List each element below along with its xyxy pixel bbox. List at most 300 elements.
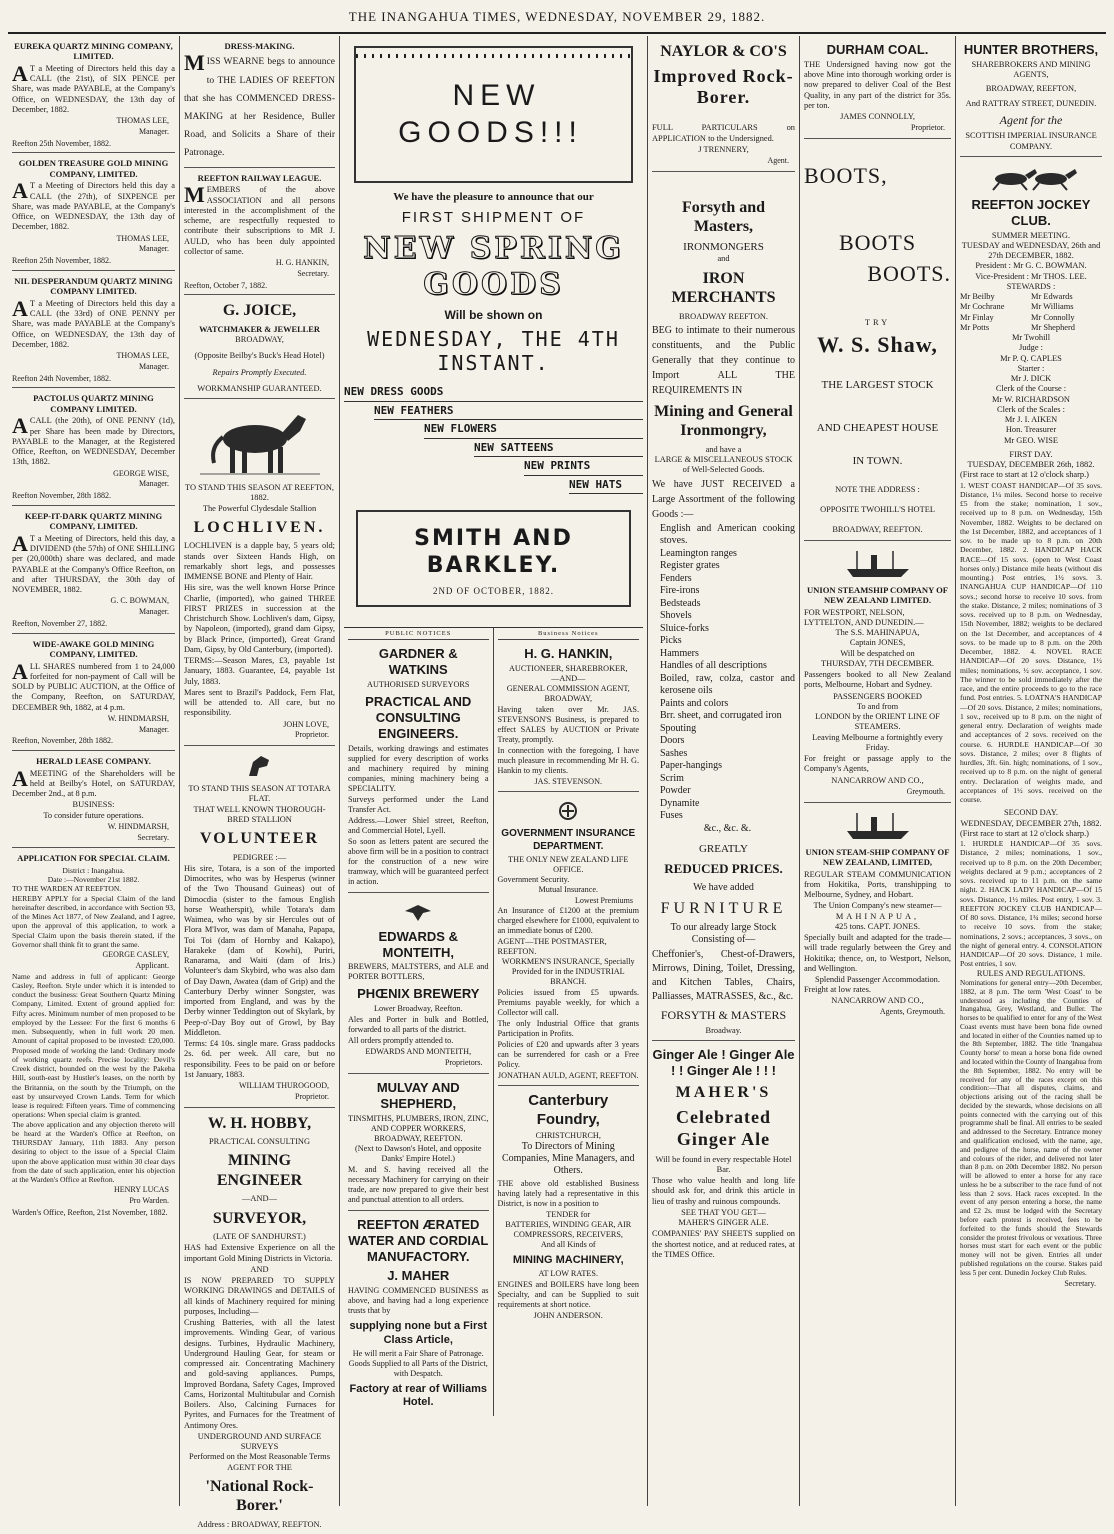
ad-role: Proprietors.: [444, 1058, 483, 1068]
ad-b3: BOOTS.: [867, 260, 951, 286]
ad-prac: PRACTICAL CONSULTING: [208, 1137, 311, 1147]
ad-prac: PRACTICAL AND CONSULTING ENGINEERS.: [365, 694, 472, 741]
ad-sig: WILLIAM THUROGOOD,: [238, 1081, 329, 1091]
ad-supply: supplying none but a First Class Article,: [349, 1320, 487, 1346]
ad-applicant-role: Applicant.: [135, 960, 169, 970]
ad-hon-n: Mr GEO. WISE: [1003, 435, 1059, 445]
ad-sig: NANCARROW AND CO.,: [831, 995, 924, 1005]
ad-volunteer: [184, 746, 335, 1108]
stewards-list: [960, 292, 1102, 333]
ad-mutual: Mutual Insurance.: [538, 884, 599, 894]
ad-terms: Terms: £4 10s. single mare. Grass paddocks 2s. 6d. per week. All care, but no responsibility. Fees to be paid on or before 1st January, 1883.: [184, 1039, 335, 1079]
ad-body: [12, 530, 175, 596]
ad-sec: Government Security.: [497, 874, 570, 884]
ad-guar: WORKMANSHIP GUARANTEED.: [197, 383, 322, 393]
ad-title: UNION STEAMSHIP COMPANY OF NEW ZEALAND LIMITED.: [806, 584, 949, 606]
ad-name: LOCHLIVEN.: [193, 518, 326, 536]
ad-items: BATTERIES, WINDING GEAR, AIR COMPRESSORS, RECEIVERS,: [505, 1219, 632, 1239]
ad-will: Will be despatched on: [840, 648, 915, 658]
ad-leave: Leaving Melbourne a fortnightly every Friday.: [812, 732, 943, 752]
ad-hon: Hon. Treasurer: [1005, 425, 1057, 435]
ad-golden: [12, 153, 175, 270]
ad-dressmaking: [184, 36, 335, 168]
ad-sig: W. HINDMARSH,: [107, 713, 169, 723]
ad-role: Proprietor.: [911, 123, 945, 133]
ad-addr: BROADWAY REEFTON.: [678, 311, 769, 321]
ad-text: T a Meeting of Directors, held this day, a DIVIDEND (the 57th) of ONE SHILLING per (20,000th) share was declared, and made PAYABLE at the Company's Office Reefton, on and after THURSDAY, the 30th day of NOVEMBER, 1882.: [12, 533, 175, 595]
steamship-icon: [843, 549, 913, 579]
ad-boots: [804, 139, 951, 541]
ad-sig: NANCARROW AND CO.,: [831, 775, 924, 785]
ad-spec: Specially built and adapted for the trade— will trade regularly between the Grey and Hokitika; thence, on, to Westport, Nelson, and Wellington.: [804, 933, 951, 973]
ad-london: LONDON by the ORIENT LINE OF STEAMERS.: [815, 712, 940, 732]
ad-role: Manager.: [139, 244, 169, 254]
ad-surv: SURVEYOR,: [212, 1209, 307, 1227]
drop-cap: A: [12, 658, 28, 684]
ad-title: UNION STEAM-SHIP COMPANY OF NEW ZEALAND, LIMITED,: [805, 846, 950, 868]
list-item: Powder: [660, 785, 691, 797]
ad-meet: SUMMER MEETING.: [991, 230, 1071, 240]
ad-sig: JAMES CONNOLLY,: [840, 112, 915, 122]
steward: Mr Cochrane: [960, 302, 1005, 312]
ad-and: —AND—: [242, 1194, 277, 1204]
ad-to: TO THE WARDEN AT REEFTON.: [12, 884, 122, 894]
ad-perf: Performed on the Most Reasonable Terms: [189, 1452, 330, 1462]
ad-title: NIL DESPERANDUM QUARTZ MINING COMPANY LIMITED.: [14, 275, 173, 297]
drop-cap: A: [12, 178, 28, 204]
ad-body: [184, 50, 335, 161]
ad-union-steamship-2: [804, 803, 951, 1022]
ad-body: [12, 178, 175, 232]
ad-name: REEFTON ÆRATED WATER AND CORDIAL MANUFACTORY.: [348, 1216, 489, 1264]
ad-and2: AND: [250, 1264, 269, 1274]
ad-gen: GENERAL COMMISSION AGENT,: [506, 684, 630, 694]
ad-judge-n: Mr P. Q. CAPLES: [1000, 353, 1062, 363]
ad-title: KEEP-IT-DARK QUARTZ MINING COMPANY, LIMITED.: [24, 510, 163, 532]
ad-furnlist: Cheffonier's, Chest-of-Drawers, Mirrows, Dining, Toilet, Dressing, and Kitchen Tables, Chairs, Palliasses, MATRASSES, &c., &c.: [652, 948, 795, 1002]
list-item: Doors: [660, 735, 685, 747]
list-item: &c., &c. &.: [703, 822, 752, 834]
list-item: Dynamite: [660, 797, 700, 809]
ad-body: AUCTIONEER, SHAREBROKER,: [509, 664, 628, 674]
ad-title: PACTOLUS QUARTZ MINING COMPANY LIMITED.: [33, 393, 154, 414]
ad-addr2: Broadway.: [705, 1026, 742, 1036]
steward: Mr Finlay: [960, 312, 994, 322]
ad-canterbury: [498, 1086, 640, 1325]
ad-hunter: [960, 36, 1102, 157]
ad-have: and have a: [705, 444, 742, 454]
ad-role: Manager.: [139, 361, 169, 371]
ad-start2: (First race to start at 12 o'clock sharp.): [960, 828, 1089, 838]
ad-edwards: [348, 893, 489, 1074]
goods-list: [652, 523, 795, 836]
ad-freight: Freight at low rates.: [804, 985, 871, 995]
ad-role: Agent.: [767, 156, 789, 166]
ad-cheap: AND CHEAPEST HOUSE: [816, 422, 939, 435]
ad-surveys: Surveys performed under the Land Transfer Act.: [348, 794, 489, 814]
ad-of: of Well-Selected Goods.: [682, 465, 765, 475]
ad-addr: BROADWAY,: [544, 694, 593, 704]
ad-title: APPLICATION FOR SPECIAL CLAIM.: [17, 853, 170, 864]
ad-try: TRY: [864, 317, 891, 327]
business-notices: [494, 628, 644, 1416]
ad-date: Reefton, October 7, 1882.: [184, 280, 268, 290]
ad-consider: To consider future operations.: [43, 810, 144, 820]
racing-horses-icon: [981, 165, 1081, 191]
list-item: Sluice-forks: [660, 622, 709, 634]
ad-prod: Celebrated Ginger Ale: [676, 1106, 771, 1149]
steward: Mr Shepherd: [1031, 322, 1075, 332]
ad-lochliven: [184, 399, 335, 746]
ad-to: To our already large Stock Consisting of—: [670, 922, 777, 946]
ad-title: DRESS-MAKING.: [224, 41, 295, 51]
ad-body: [184, 182, 335, 257]
ad-opp: (Opposite Beilby's Buck's Head Hotel): [194, 351, 325, 361]
ad-body: THE above old established Business having lately had a representative in this District, is now in a position to: [497, 1178, 639, 1208]
ad-name: H. G. HANKIN,: [524, 646, 613, 662]
ad-sig: W. HINDMARSH,: [107, 821, 169, 831]
ad-body: REGULAR STEAM COMMUNICATION from Hokitika, Ports, transhipping to Melbourne, Sydney, and Hobart.: [804, 869, 951, 900]
new-spring-goods: NEW SPRING GOODS: [363, 230, 624, 303]
drop-cap: M: [184, 50, 205, 76]
ad-text: T a Meeting of Directors held this day a CALL (the 21st), of SIX PENCE per Share, was made PAYABLE, at the Company's Office, on WEDNESDAY, the 13th day of December, 1882.: [12, 63, 175, 114]
list-item: Handles of all descriptions: [660, 660, 767, 672]
ad-terms: TERMS:—Season Mares, £3, payable 1st January, 1883. Guarantee, £4, payable 1st July, 1883.: [184, 656, 335, 686]
list-item: Fire-irons: [660, 585, 700, 597]
ad-body: His sire, Totara, is a son of the imported Dimocrites, who was by Hesperus (winner of the Two Thousand Guineas) out of Dimocdia (sister to the famous English horse Weatherspit), while Totara's dam Waimea, who was by sir Hercules out of Flora M'Ivor, was dam of Manaha, Papapa, Toi Toi (dam of Hornby and Kakapo), Harakeke (dam of Kowhi), Puriri, Ranarama, and Waiti (dam of Iris.) Volunteer's dam Skybird, who was also dam of Day Dawn, Awatea (dam of Grip) and the Canterbury Derby winner Songster, was imported from England, and was by the Derby winner Teddington out of Skylark, by Peep-o'-Day Boy out of Growl, by Bay Middleton.: [184, 863, 335, 1037]
ad-addr2: And RATTRAY STREET, DUNEDIN.: [965, 98, 1097, 108]
ad-twohill: Mr Twohill: [1011, 333, 1051, 343]
ad-ship: The S.S. MAHINAPUA,: [835, 628, 920, 638]
ad-desc: THAT WELL KNOWN THOROUGH-BRED STALLION: [193, 804, 326, 824]
ad-role: Manager.: [139, 479, 169, 489]
ad-body: Details, working drawings and estimates supplied for every description of works and machinery required by mining companies, mining machinery being a SPECIALITY.: [348, 743, 489, 793]
ad-pres: President : Mr G. C. BOWMAN.: [975, 261, 1087, 271]
ad-joice: [184, 295, 335, 399]
goods-steps: [344, 383, 643, 493]
ad-body: M. and S. having received all the necessary Machinery for carrying on their trade, are now prepared to give their best and punctual attention to all orders.: [348, 1164, 489, 1204]
ad-starter: Starter :: [1017, 363, 1045, 373]
ad-text: T a Meeting of Directors held this day a CALL (the 33rd) of ONE PENNY per Share, was made PAYABLE at the Company's Office, on WEDNESDAY, the 13th day of December, 1882.: [12, 298, 175, 349]
ad-insurance: [498, 792, 640, 1086]
ad-body2: His sire, was the well known Horse Prince Charlie, (imported), who gained THREE FIRST PRIZES in succession at the Christchurch Show. Lochliven's dam, Gipsy, by Napoleon, (imported), grand dam Gipsy, by Black Prince, (imported), Great Grand Dam, Gipsy, by Old Canterbury, (imported).: [184, 583, 335, 654]
ad-only: THE ONLY NEW ZEALAND LIFE OFFICE.: [508, 854, 629, 874]
ad-eng: ENGINES and BOILERS have long been Specialty, and can be Supplied to suit requirements at short notice.: [497, 1280, 639, 1310]
ad-head: DURHAM COAL.: [826, 42, 929, 57]
ad-title: EUREKA QUARTZ MINING COMPANY, LIMITED.: [14, 41, 173, 62]
ad-sig: HENRY LUCAS: [113, 1185, 169, 1195]
announce-lead: We have the pleasure to announce that our: [393, 191, 594, 204]
ad-prod: Improved Rock-Borer.: [653, 65, 794, 108]
ad-city: CHRISTCHURCH,: [535, 1131, 601, 1141]
ad-text: MEETING of the Shareholders will be held at Beilby's Hotel, on SATURDAY, December 2nd., at 8 p.m.: [12, 768, 175, 799]
ad-iron: IRONMONGERS: [683, 240, 764, 253]
ad-keep-it-dark: [12, 506, 175, 634]
public-notices: [344, 628, 494, 1416]
ad-mining: MINING MACHINERY,: [512, 1253, 624, 1266]
ad-pol2: Policies of £20 and upwards after 3 years can be surrendered for cash or a Free Policy.: [497, 1040, 639, 1070]
horse-head-icon: [245, 754, 275, 778]
list-item: Fuses: [660, 810, 683, 822]
ad-added: We have added: [693, 882, 754, 894]
ad-eureka: [12, 36, 175, 153]
ad-freight: For freight or passage apply to the Company's Agents,: [804, 754, 951, 774]
ad-shaw: W. S. Shaw,: [817, 331, 938, 357]
smith-date: 2ND OF OCTOBER, 1882.: [432, 585, 555, 596]
ad-title: REEFTON JOCKEY CLUB.: [971, 196, 1091, 228]
steward: Mr Beilby: [960, 292, 995, 302]
goods-step: NEW PRINTS: [524, 457, 643, 475]
new-goods-text: NEW GOODS!!!: [398, 79, 589, 149]
ad-starter-n: Mr J. DICK: [1010, 374, 1052, 384]
ad-those: Those who value health and long life should ask for, and drink this article in lieu of trashy and ruinous compounds.: [652, 1176, 795, 1206]
list-item: Fenders: [660, 572, 692, 584]
ad-addr: Lower Broadway, Reefton.: [373, 1004, 463, 1014]
ad-furn: FURNITURE: [660, 899, 787, 917]
ad-date: Reefton, November, 28th 1882.: [12, 736, 113, 746]
section-label: PUBLIC NOTICES: [348, 628, 489, 641]
goods-step: NEW FLOWERS: [424, 420, 643, 438]
section-label: Business Notices: [498, 628, 640, 641]
ad-special-claim: [12, 848, 175, 1221]
ad-body: HEREBY APPLY for a Special Claim of the land hereinafter described, in accordance with Section 93, of the Mines Act 1877, of New Zealand, and I agree, upon the approval of this application, to work a Special Claim upon the basis therein stated, if the Governor shall think fit to grant the same.: [12, 893, 175, 949]
ad-agent: Agent for the: [999, 112, 1063, 127]
ad-sig: JONATHAN AULD, AGENT, REEFTON.: [497, 1071, 639, 1081]
ad-b1: BOOTS,: [804, 163, 888, 189]
ad-to: To Directors of Mining Companies, Mine Managers, and Others.: [502, 1141, 635, 1177]
list-item: Brr. sheet, and corrugated iron: [660, 710, 782, 722]
ad-body: HAS had Extensive Experience on all the important Gold Mining Districts in Victoria.: [184, 1243, 335, 1263]
list-item: Hammers: [660, 647, 699, 659]
ad-start1: (First race to start at 12 o'clock sharp.): [960, 470, 1089, 480]
ad-name: EDWARDS & MONTEITH,: [378, 928, 458, 960]
ad-merch: IRON MERCHANTS: [671, 269, 776, 307]
ad-firstd: TUESDAY, DECEMBER 26th, 1882.: [967, 460, 1095, 470]
goods-step: NEW DRESS GOODS: [344, 383, 643, 401]
ad-body: SHAREBROKERS AND MINING AGENTS,: [971, 59, 1091, 80]
ad-sig: JAS. STEVENSON.: [534, 777, 603, 787]
ad-under: UNDERGROUND AND SURFACE SURVEYS: [197, 1431, 322, 1452]
ad-all: And all Kinds of: [540, 1239, 596, 1249]
ad-rulestext: Nominations for general entry—20th December, 1882, at 8 p.m. The term 'West Coast' to be understood as including the Counties of Inangahua, Grey, Westland, and Buller. The horses to be qualified to enter for any of the West Coast events must have been bona fide owned and located in either of the Counties named up to the 8th September, 1882. The title 'Inangahua County horse' to mean a horse bona fide owned and located within the County of Inangahua from the 8th September, 1882. No entry will be received for any of the races except on this condition:—That all disputes, claims, and objections arising out of the racing shall be decided by the stewards, whose decisions on all points connected with the carrying out of this programme shall be final. All entries to be sealed and addressed to the Secretary. Entrance money and qualification enclosed, with the name, age, and pedigree of the horse, name of the owner and colours of the rider, and delivered not later than 8 p.m. on 20th December 1882. No person will be allowed to enter a horse for any race unless he be a subscriber to the race fund of not less than 2 sovs. Hack races excepted. In the event of any person entering a horse, the name and £2 2s. must be lodged with the Secretary before each protest is received, fees to be forfeited to the funds should the Stewards consider the protest frivolous or vexatious. Three horses must start for each event or the public money will not be given. Entries all under published regulations on the course. Stakes paid less 5 per cent. Dunedin Jockey Club Rules.: [960, 978, 1102, 1277]
ad-addr: Address.—Lower Shiel street, Reefton, and Commercial Hotel, Lyell.: [348, 815, 489, 835]
ad-role: Secretary.: [297, 268, 329, 278]
ad-railway-league: [184, 168, 335, 295]
steward: Mr Edwards: [1031, 292, 1073, 302]
ad-notice: The above application and any objection thereto will be heard at the Warden's Office at Reefton, on THURSDAY January, 11th 1883. Any person desiring to object to the issue of a Special Claim upon the above application must within 30 clear days from the date of such application, enter his objection at the Warden's Office at Reefton.: [12, 1119, 175, 1185]
ad-b2: BOOTS: [838, 229, 917, 255]
ad-role: Manager.: [139, 607, 169, 617]
ad-lowest: Lowest Premiums: [575, 895, 633, 905]
ad-pactolus: [12, 388, 175, 505]
masthead: THE INANGAHUA TIMES, WEDNESDAY, NOVEMBER 29, 1882.: [348, 9, 766, 24]
ad-aerated: [348, 1211, 489, 1416]
ad-name: W. H. HOBBY,: [207, 1114, 312, 1132]
ad-pass: Passengers booked to all New Zealand ports, Melbourne, Hobart and Sydney.: [804, 670, 951, 690]
wednesday-date: WEDNESDAY, THE 4TH INSTANT.: [367, 326, 620, 376]
ad-items: Crushing Batteries, with all the latest improvements. Winding Gear, of various designs. Turbines, Hydraulic Machinery, Underground Hauling Gear, for steam or compressed air. Concentrating Machinery and gold-saving appliances. Pumps, Improved Bordana, Safety Cages, Improved Cams, Horizontal Multitubular and Cornish Boilers. Also, Calcining Furnaces for Pyrites, and Furnaces for the Treatment of Antimony Ores.: [184, 1318, 335, 1430]
ad-hankin: [498, 640, 640, 792]
will-be-shown: Will be shown on: [444, 308, 543, 323]
ad-nil: [12, 271, 175, 388]
goods-step: NEW SATTEENS: [474, 439, 643, 457]
first-shipment: FIRST SHIPMENT OF: [401, 208, 586, 226]
ad-repair: Repairs Promptly Executed.: [212, 367, 307, 377]
ad-text: EMBERS of the above ASSOCIATION and all persons interested in the accomplishment of the scheme, are respectfully requested to contribute their subscriptions to MR J. AULD, who has been duly appointed collector of same.: [184, 185, 335, 256]
list-item: Picks: [660, 635, 682, 647]
ad-sig: JOHN LOVE,: [283, 719, 329, 729]
ad-addr: Address : BROADWAY, REEFTON.: [197, 1519, 322, 1529]
ad-union-steamship: [804, 541, 951, 803]
ad-second: SECOND DAY.: [1004, 808, 1058, 818]
ad-name: MULVAY AND SHEPHERD,: [376, 1080, 460, 1111]
list-item: Paints and colors: [660, 697, 729, 709]
ad-role: Pro Warden.: [129, 1196, 169, 1206]
ad-name: Canterbury Foundry,: [528, 1092, 609, 1128]
ad-auth: AUTHORISED SURVEYORS: [367, 680, 470, 690]
ad-judge: Judge :: [1019, 343, 1043, 353]
ad-name: NAYLOR & CO'S: [660, 43, 787, 60]
ad-brewery: PHŒNIX BREWERY: [357, 986, 480, 1002]
ad-goods: Goods Supplied to all Parts of the District, with Despatch.: [348, 1359, 488, 1379]
list-item: Shovels: [660, 610, 692, 622]
ad-found: Will be found in every respectable Hotel Bar.: [655, 1154, 792, 1174]
ad-national: 'National Rock-Borer.': [205, 1477, 314, 1515]
ad-body: BEG to intimate to their numerous constituents, and the Public Generally that they continue to Import ALL THE REQUIREMENTS IN: [652, 324, 795, 396]
ad-clerk-n: Mr W. RICHARDSON: [992, 394, 1070, 404]
drop-cap: A: [12, 413, 28, 439]
list-item: Register grates: [660, 560, 720, 572]
ad-role: Manager.: [139, 724, 169, 734]
steward: Mr Williams: [1031, 302, 1074, 312]
ad-ped: PEDIGREE :—: [232, 852, 287, 862]
ad-stand: TO STAND THIS SEASON AT TOTARA FLAT.: [188, 784, 331, 804]
list-item: Scrim: [660, 772, 684, 784]
ad-opp: OPPOSITE TWOHILL'S HOTEL: [820, 505, 935, 515]
ad-body: BREWERS, MALTSTERS, and ALE and PORTER BOTTLERS,: [348, 962, 489, 982]
ad-addr: BROADWAY, REEFTON.: [374, 1133, 463, 1143]
ad-reduced: REDUCED PRICES.: [664, 860, 783, 876]
ad-taken: Having taken over Mr. JAS. STEVENSON'S Business, is prepared to effect SALES by AUCTION or Private Treaty, promptly.: [497, 705, 639, 745]
steamship-icon: [843, 811, 913, 841]
ad-herald: [12, 751, 175, 848]
ad-pb: PASSENGERS BOOKED: [833, 691, 922, 701]
ad-sig: H. G. HANKIN,: [275, 258, 329, 267]
ad-date: Reefton 25th November, 1882.: [12, 256, 111, 266]
ad-just: We have JUST RECEIVED a Large Assortment of the following Goods :—: [652, 478, 795, 520]
ad-races1: 1. WEST COAST HANDICAP—Of 35 sovs. Distance, 1¼ miles. Second horse to receive £5 from the stake; nomination, 1 sov., received up to 8 p.m. on Wednesday, 15th November, 1882. Weights to be declared on the 1st December, 1882, and acceptances of 1 sov. to be made up to 8 p.m. on 20th December, 1882. 2. HANDICAP HACK RACE—Of 15 sovs. (open to West Coast horses only.) Distance mile heats (without dis mounting.) Post entries, 1½ sovs. 3. INANGAHUA CUP HANDICAP—Of 110 sovs.; second horse to receive 10 sovs. from the stake. Distance, 2 miles; nominations of 3 sovs. received up to 8 p.m. on Wednesday, 15th November, 1882; weights to be declared on the 1st December, and acceptances of 4 sovs. to be made up to 8 p.m. on the 20th December, 1882. 4. NOVEL RACE HANDICAP—Of 20 sovs. Distance, 1½ miles; nominations, ½ sov. acceptance, 1 sov. The winner to be sold immediately after the race, and the entire proceeds to go to the race fund. Post entries. 5. LOATNA'S HANDICAP—Of 20 sovs. Distance, 2 miles; nominations, 1 sov., received up to 8 p.m. on the night of general entry. Declaration of weights made and acceptances of 2 sovs. received on the course. 6. HURDLE HANDICAP—Of 30 sovs. Distance, 2 miles; over 8 flights of hurdles, 3ft. 6in. high; nominations, of 1 sov., received up to 8 p.m. on the night of general entry. Declaration of weights made, and acceptances of 1½ sovs. received on the course.: [960, 480, 1102, 805]
ad-forsyth: [652, 172, 795, 1041]
ad-dates: TUESDAY and WEDNESDAY, 26th and 27th DECEMBER, 1882.: [961, 240, 1101, 261]
ad-only2: The only Industrial Office that grants Participation in Profits.: [497, 1019, 639, 1039]
ad-durham: [804, 36, 951, 139]
column-5: [800, 36, 956, 1506]
ad-hobby: [184, 1108, 335, 1534]
ad-place: Greymouth.: [906, 786, 945, 796]
ad-comp: COMPANIES' PAY SHEETS supplied on the shortest notice, and at reduced rates, at the TIMES Office.: [652, 1229, 795, 1259]
ad-body: [12, 658, 175, 713]
drop-cap: A: [12, 765, 28, 791]
list-item: English and American cooking stoves.: [660, 522, 795, 547]
goods-step: NEW FEATHERS: [374, 402, 643, 420]
ad-name: MAHER'S: [675, 1084, 772, 1102]
smith-barkley: SMITH AND BARKLEY.: [414, 525, 573, 578]
ad-stew: STEWARDS :: [1006, 281, 1056, 291]
ad-role: Manager.: [139, 126, 169, 136]
ad-and: —AND—: [551, 674, 586, 684]
ad-prep: IS NOW PREPARED TO SUPPLY WORKING DRAWINGS and DETAILS of all kinds of Machinery required for mining purposes, Including—: [184, 1276, 335, 1316]
ad-capt: Captain JONES,: [849, 638, 906, 648]
ad-body: [12, 413, 175, 467]
eagle-icon: [403, 901, 433, 923]
ad-sig: J TRENNERY,: [698, 144, 749, 154]
list-item: Leamington ranges: [660, 547, 737, 559]
ad-date: Reefton November, 28th 1882.: [12, 491, 111, 501]
ad-sig: THOMAS LEE,: [116, 116, 169, 126]
ad-naylor: [652, 36, 795, 172]
ad-name: HUNTER BROTHERS,: [963, 42, 1099, 57]
list-item: Bedsteads: [660, 597, 701, 609]
ad-details: Name and address in full of applicant: George Casley, Reefton. Style under which it is intended to conduct the business: Great Southern Quartz Mining Company, Limited. Extent of ground applied for: Fifty acres. Minimum number of men proposed to be employed by the Lessee: For the first 6 months 6 men. Subsequently, when in full work 20 men. Amount of capital proposed to be invested: £20,000. Proposed mode of working the land: Ordinary mode of working quartz reefs. Precise locality: Devil's Creek district, bounded on the west by the Pakeha Hill, south-east by Hustler's leases, on the north by the Britannia, on the south by the Triumph, on the east by unsurveyed Crown Lands. Term for which lease is required: Fifteen years. Time of commencing operations: When special claim is granted.: [12, 971, 175, 1120]
ad-date: Reefton, November 27, 1882.: [12, 618, 108, 628]
ad-co: The Union Company's new steamer—: [813, 901, 942, 911]
ad-text: ISS WEARNE begs to announce to THE LADIES OF REEFTON that she has COMMENCED DRESS-MAKING at her Residence, Buller Road, and Solicits a Share of their Patronage.: [184, 57, 335, 158]
ad-first: FIRST DAY.: [1009, 449, 1053, 459]
ad-to: To and from: [856, 701, 899, 711]
masthead-rule: [8, 32, 1106, 34]
ad-body: HAVING COMMENCED BUSINESS as above, and having had a long experience trusts that by: [348, 1286, 489, 1316]
ad-late: (LATE OF SANDHURST.): [213, 1232, 306, 1242]
ad-day: THURSDAY, 7TH DECEMBER.: [820, 658, 935, 668]
ad-sig: GEORGE WISE,: [113, 468, 169, 478]
ad-ales: Ales and Porter in bulk and Bottled, forwarded to all parts of the district.: [348, 1015, 489, 1035]
ad-name: Forsyth and Masters,: [681, 198, 766, 236]
ad-policies: Policies issued from £5 upwards. Premiums payable weekly, for which a Collector will call.: [497, 988, 639, 1018]
ad-body: An Insurance of £1200 at the premium charged elsewhere for £1000, equivalent to an immediate bonus of £200.: [497, 906, 639, 936]
drop-cap: M: [184, 182, 205, 208]
ad-trade: WATCHMAKER & JEWELLER: [199, 324, 320, 334]
ad-town: IN TOWN.: [852, 455, 903, 468]
ad-secondd: WEDNESDAY, DECEMBER 27th, 1882.: [960, 818, 1102, 828]
drop-cap: A: [12, 530, 28, 556]
ad-see: SEE THAT YOU GET—: [681, 1207, 766, 1217]
ad-title: GOLDEN TREASURE GOLD MINING COMPANY, LIMITED.: [18, 158, 169, 179]
ad-gardner: [348, 640, 489, 892]
ad-sig: THOMAS LEE,: [116, 351, 169, 361]
drop-cap: A: [12, 60, 28, 86]
ad-text: LL SHARES numbered from 1 to 24,000 forfeited for non-payment of Call will be SOLD by PUBLIC AUCTION, at the Office of the Company, Reefton, on SATURDAY, DECEMBER 9th, 1882, at 4 p.m.: [12, 661, 175, 712]
ad-vice: Vice-President : Mr THOS. LEE.: [975, 271, 1087, 281]
ad-sig: JOHN ANDERSON.: [533, 1311, 603, 1321]
ad-ship: MAHINAPUA,: [835, 911, 920, 921]
ad-clerk: Clerk of the Course :: [995, 384, 1067, 394]
smith-barkley-box: [356, 510, 631, 607]
ad-foot: Warden's Office, Reefton, 21st November, 1882.: [12, 1207, 168, 1217]
goods-step: NEW HATS: [569, 476, 643, 494]
ad-body: [12, 60, 175, 115]
ad-body: [12, 765, 175, 800]
drop-cap: A: [12, 295, 28, 321]
ad-low: AT LOW RATES.: [538, 1269, 598, 1279]
ad-sig: FORSYTH & MASTERS: [660, 1007, 787, 1022]
ad-mares: Mares sent to Brazil's Paddock, Fern Flat, will be attended to. All care, but no responsibility.: [184, 687, 335, 718]
ad-title: GOVERNMENT INSURANCE DEPARTMENT.: [501, 828, 636, 852]
ad-wire: So soon as letters patent are secured the above firm will be in a position to contract for the construction of a new wire tramway, which will be guaranteed perfect in action.: [348, 836, 489, 886]
ad-stand: TO STAND THIS SEASON AT REEFTON, 1882.: [184, 483, 334, 503]
ad-role: Proprietor.: [295, 730, 329, 740]
ad-note: NOTE THE ADDRESS :: [835, 484, 920, 494]
ad-workmen: WORKMEN'S INSURANCE, Specially Provided for in the INDUSTRIAL BRANCH.: [501, 957, 635, 987]
